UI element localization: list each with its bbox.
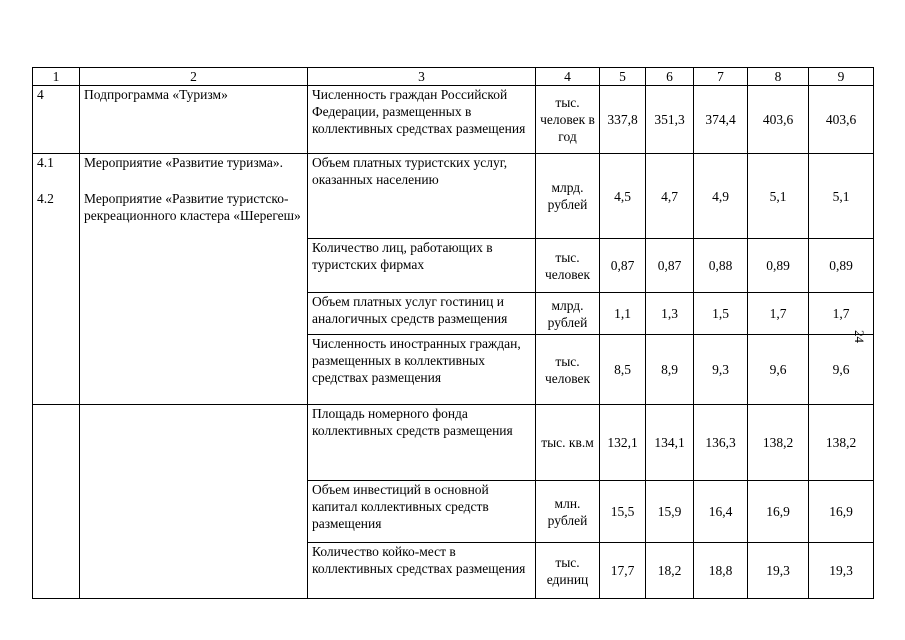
value-cell: 9,3 <box>694 335 748 405</box>
page-number: 24 <box>852 330 867 343</box>
value-cell: 403,6 <box>748 86 809 154</box>
value-cell: 18,2 <box>646 543 694 599</box>
value-cell: 1,5 <box>694 293 748 335</box>
value-cell: 138,2 <box>809 405 874 481</box>
value-cell: 403,6 <box>809 86 874 154</box>
indicators-table <box>32 67 874 599</box>
column-number: 8 <box>748 68 809 86</box>
value-cell: 4,9 <box>694 154 748 239</box>
value-cell: 15,5 <box>600 481 646 543</box>
value-cell: 16,9 <box>809 481 874 543</box>
indicator-cell: Количество койко-мест в коллективных средствах размещения <box>308 543 536 599</box>
unit-cell: тыс. человек в год <box>536 86 600 154</box>
measure-text: Подпрограмма «Туризм» <box>84 87 228 102</box>
column-number: 6 <box>646 68 694 86</box>
indicator-cell: Объем платных услуг гостиниц и аналогичных средств размещения <box>308 293 536 335</box>
value-cell: 18,8 <box>694 543 748 599</box>
value-cell: 134,1 <box>646 405 694 481</box>
value-cell: 1,7 <box>809 293 874 335</box>
value-cell: 5,1 <box>748 154 809 239</box>
value-cell: 9,6 <box>748 335 809 405</box>
measure-cell <box>80 86 308 154</box>
indicator-cell: Численность граждан Российской Федерации, размещенных в коллективных средствах размещения <box>308 86 536 154</box>
table-row <box>33 86 874 154</box>
value-cell: 0,87 <box>646 239 694 293</box>
indicator-cell: Площадь номерного фонда коллективных средств размещения <box>308 405 536 481</box>
value-cell: 15,9 <box>646 481 694 543</box>
code-cell <box>33 154 80 405</box>
value-cell: 138,2 <box>748 405 809 481</box>
measure-cell <box>80 405 308 599</box>
value-cell: 16,9 <box>748 481 809 543</box>
code-text: 4 <box>37 87 44 102</box>
value-cell: 19,3 <box>809 543 874 599</box>
column-number: 2 <box>80 68 308 86</box>
unit-cell: тыс. кв.м <box>536 405 600 481</box>
unit-cell: млрд. рублей <box>536 154 600 239</box>
indicator-cell: Объем платных туристских услуг, оказанных населению <box>308 154 536 239</box>
value-cell: 8,5 <box>600 335 646 405</box>
column-number: 5 <box>600 68 646 86</box>
value-cell: 351,3 <box>646 86 694 154</box>
value-cell: 19,3 <box>748 543 809 599</box>
value-cell: 4,7 <box>646 154 694 239</box>
column-number: 1 <box>33 68 80 86</box>
value-cell: 1,3 <box>646 293 694 335</box>
value-cell: 8,9 <box>646 335 694 405</box>
unit-cell: тыс. единиц <box>536 543 600 599</box>
code-cell <box>33 405 80 599</box>
value-cell: 0,88 <box>694 239 748 293</box>
unit-cell: млн. рублей <box>536 481 600 543</box>
column-number: 7 <box>694 68 748 86</box>
indicator-cell: Численность иностранных граждан, размещенных в коллективных средствах размещения <box>308 335 536 405</box>
value-cell: 337,8 <box>600 86 646 154</box>
indicator-cell: Количество лиц, работающих в туристских фирмах <box>308 239 536 293</box>
value-cell: 136,3 <box>694 405 748 481</box>
value-cell: 374,4 <box>694 86 748 154</box>
column-number: 9 <box>809 68 874 86</box>
value-cell: 17,7 <box>600 543 646 599</box>
value-cell: 0,87 <box>600 239 646 293</box>
unit-cell: тыс. человек <box>536 335 600 405</box>
value-cell: 9,6 <box>809 335 874 405</box>
code-text: 4.2 <box>37 191 54 206</box>
table-row <box>33 405 874 481</box>
value-cell: 1,7 <box>748 293 809 335</box>
column-number-row <box>33 68 874 86</box>
column-number: 3 <box>308 68 536 86</box>
value-cell: 4,5 <box>600 154 646 239</box>
table-row <box>33 154 874 239</box>
code-cell <box>33 86 80 154</box>
measure-cell <box>80 154 308 405</box>
value-cell: 132,1 <box>600 405 646 481</box>
code-text: 4.1 <box>37 155 54 170</box>
unit-cell: млрд. рублей <box>536 293 600 335</box>
value-cell: 16,4 <box>694 481 748 543</box>
unit-cell: тыс. человек <box>536 239 600 293</box>
value-cell: 1,1 <box>600 293 646 335</box>
measure-text: Мероприятие «Развитие туризма». <box>84 155 284 170</box>
value-cell: 5,1 <box>809 154 874 239</box>
value-cell: 0,89 <box>748 239 809 293</box>
measure-text: Мероприятие «Развитие туристско-рекреационного кластера «Шерегеш» <box>84 191 301 223</box>
indicator-cell: Объем инвестиций в основной капитал коллективных средств размещения <box>308 481 536 543</box>
column-number: 4 <box>536 68 600 86</box>
value-cell: 0,89 <box>809 239 874 293</box>
